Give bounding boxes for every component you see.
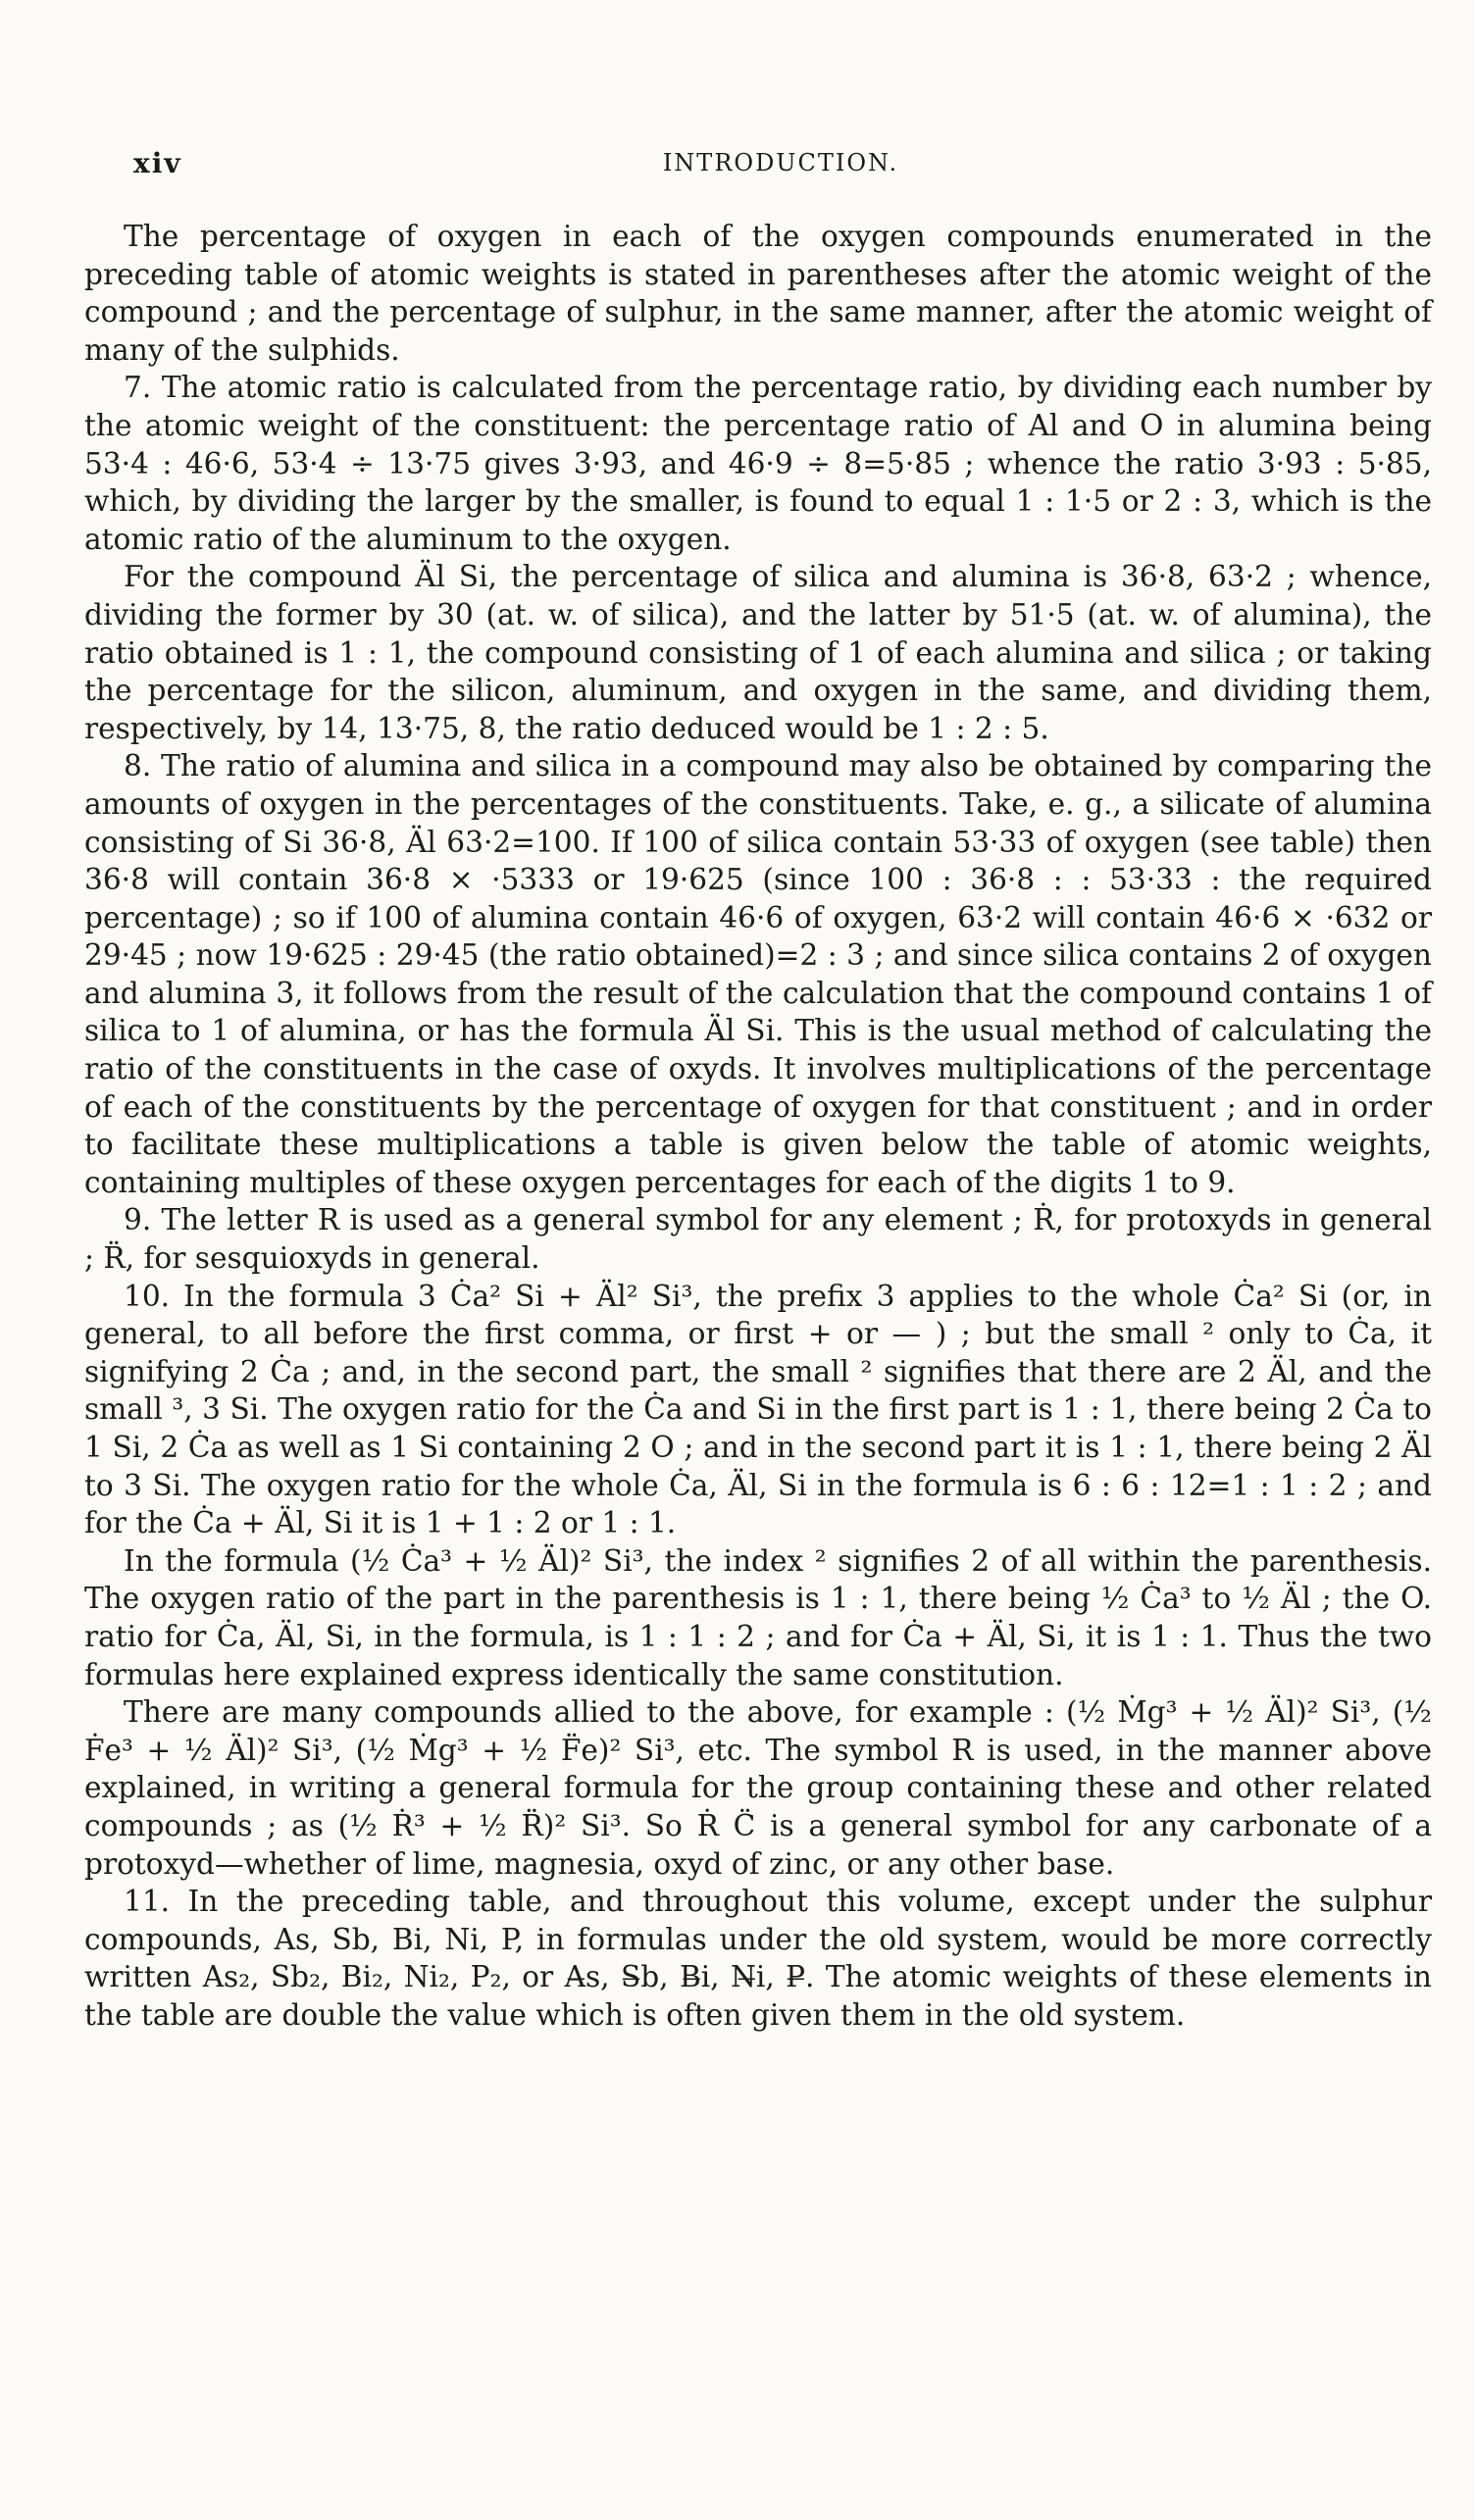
body-text [84, 218, 1432, 2035]
paragraph-alumina-silica-example: For the compound Äl Si, the percentage of silica and alumina is 36·8, 63·2 ; whence, dividing the former by 30 (at. w. of silica), and the latter by 51·5 (at. w. of alumina), the ratio obtained is 1 : 1, the compound consisting of 1 of each alumina and silica ; or taking the percentage for the silicon, aluminum, and oxygen in the same, and dividing them, respectively, by 14, 13·75, 8, the ratio deduced would be 1 : 2 : 5. [84, 560, 1432, 745]
paragraph-11-old-system: 11. In the preceding table, and throughout this volume, except under the sulphur compounds, As, Sb, Bi, Ni, P, in formulas under the old system, would be more correctly written As₂, Sb₂, Bi₂, Ni₂, P₂, or A̶s, S̶b, B̶i, N̶i, P̶. The atomic weights of these elements in the table are double the value which is often given them in the old system. [84, 1885, 1432, 2032]
page-header [133, 147, 1428, 186]
running-title: INTRODUCTION. [662, 149, 899, 176]
page-number: xiv [133, 147, 182, 179]
paragraph-index-formula: In the formula (½ Ċa³ + ½ Äl)² Si³, the index ² signifies 2 of all within the parenthesis. The oxygen ratio of the part in the parenthesis is 1 : 1, there being ½ Ċa³ to ½ Äl ; the O. ratio for Ċa, Äl, Si, in the formula, is 1 : 1 : 2 ; and for Ċa + Äl, Si, it is 1 : 1. Thus the two formulas here explained express identically the same constitution. [84, 1543, 1432, 1691]
paragraph-allied-compounds: There are many compounds allied to the above, for example : (½ Ṁg³ + ½ Äl)² Si³, (½ Ḟe³ + ½ Äl)² Si³, (½ Ṁg³ + ½ F̈e)² Si³, etc. The symbol R is used, in the manner above explained, in writing a general formula for the group containing these and other related compounds ; as (½ Ṙ³ + ½ R̈)² Si³. So Ṙ C̈ is a general symbol for any carbonate of a protoxyd—whether of lime, magnesia, oxyd of zinc, or any other base. [84, 1695, 1432, 1881]
paragraph-percentage-oxygen: The percentage of oxygen in each of the oxygen compounds enumerated in the preceding table of atomic weights is stated in parentheses after the atomic weight of the compound ; and the percentage of sulphur, in the same manner, after the atomic weight of many of the sulphids. [84, 220, 1432, 367]
paragraph-9-letter-r: 9. The letter R is used as a general symbol for any element ; Ṙ, for protoxyds in general ; R̈, for sesquioxyds in general. [84, 1203, 1432, 1276]
paragraph-10-formula: 10. In the formula 3 Ċa² Si + Äl² Si³, the prefix 3 applies to the whole Ċa² Si (or, in general, to all before the first comma, or first + or — ) ; but the small ² only to Ċa, it signifying 2 Ċa ; and, in the second part, the small ² signifies that there are 2 Äl, and the small ³, 3 Si. The oxygen ratio for the Ċa and Si in the first part is 1 : 1, there being 2 Ċa to 1 Si, 2 Ċa as well as 1 Si containing 2 O ; and in the second part it is 1 : 1, there being 2 Äl to 3 Si. The oxygen ratio for the whole Ċa, Äl, Si in the formula is 6 : 6 : 12=1 : 1 : 2 ; and for the Ċa + Äl, Si it is 1 + 1 : 2 or 1 : 1. [84, 1279, 1432, 1540]
paragraph-8-oxygen-comparison: 8. The ratio of alumina and silica in a compound may also be obtained by comparing the amounts of oxygen in the percentages of the constituents. Take, e. g., a silicate of alumina consisting of Si 36·8, Äl 63·2=100. If 100 of silica contain 53·33 of oxygen (see table) then 36·8 will contain 36·8 × ·5333 or 19·625 (since 100 : 36·8 : : 53·33 : the required percentage) ; so if 100 of alumina contain 46·6 of oxygen, 63·2 will contain 46·6 × ·632 or 29·45 ; now 19·625 : 29·45 (the ratio obtained)=2 : 3 ; and since silica contains 2 of oxygen and alumina 3, it follows from the result of the calculation that the compound contains 1 of silica to 1 of alumina, or has the formula Äl Si. This is the usual method of calculating the ratio of the constituents in the case of oxyds. It involves multiplications of the percentage of each of the constituents by the percentage of oxygen for that constituent ; and in order to facilitate these multiplications a table is given below the table of atomic weights, containing multiples of these oxygen percentages for each of the digits 1 to 9. [84, 749, 1432, 1199]
paragraph-7-atomic-ratio: 7. The atomic ratio is calculated from the percentage ratio, by dividing each number by the atomic weight of the constituent: the percentage ratio of Al and O in alumina being 53·4 : 46·6, 53·4 ÷ 13·75 gives 3·93, and 46·9 ÷ 8=5·85 ; whence the ratio 3·93 : 5·85, which, by dividing the larger by the smaller, is found to equal 1 : 1·5 or 2 : 3, which is the atomic ratio of the aluminum to the oxygen. [84, 371, 1432, 556]
